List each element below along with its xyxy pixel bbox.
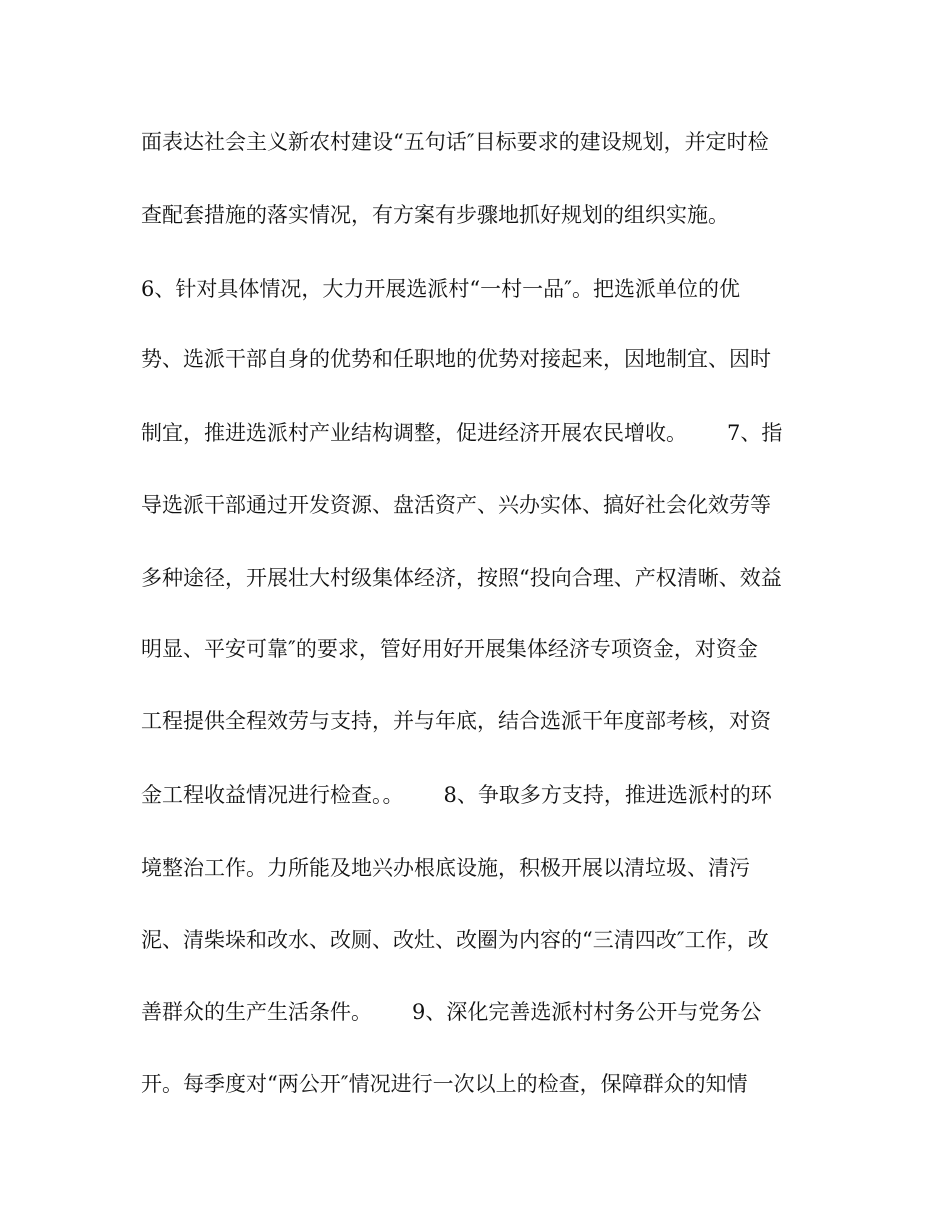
text-line: 善群众的生产生活条件。 9、深化完善选派村村务公开与党务公: [141, 1000, 762, 1024]
text-line: 势、选派干部自身的优势和任职地的优势对接起来，因地制宜、因时: [141, 347, 771, 371]
text-line: 开。每季度对“两公开″情况进行一次以上的检查，保障群众的知情: [141, 1072, 748, 1096]
text-line: 多种途径，开展壮大村级集体经济，按照“投向合理、产权清晰、效益: [141, 566, 782, 590]
text-line: 6、针对具体情况，大力开展选派村“一村一品″。把选派单位的优: [141, 277, 740, 301]
text-line: 制宜，推进选派村产业结构调整，促进经济开展农民增收。 7、指: [141, 421, 783, 445]
text-line: 导选派干部通过开发资源、盘活资产、兴办实体、搞好社会化效劳等: [141, 493, 771, 517]
text-line: 查配套措施的落实情况，有方案有步骤地抓好规划的组织实施。: [141, 203, 729, 227]
text-line: 境整治工作。力所能及地兴办根底设施，积极开展以清垃圾、清污: [141, 856, 750, 880]
text-line: 泥、清柴垛和改水、改厕、改灶、改圈为内容的“三清四改″工作，改: [141, 928, 769, 952]
text-line: 工程提供全程效劳与支持，并与年底，结合选派干年度部考核，对资: [141, 709, 771, 733]
text-line: 金工程收益情况进行检查。。 8、争取多方支持，推进选派村的环: [141, 783, 772, 807]
text-line: 面表达社会主义新农村建设“五句话″目标要求的建设规划，并定时检: [141, 130, 769, 154]
text-line: 明显、平安可靠″的要求，管好用好开展集体经济专项资金，对资金: [141, 637, 758, 661]
